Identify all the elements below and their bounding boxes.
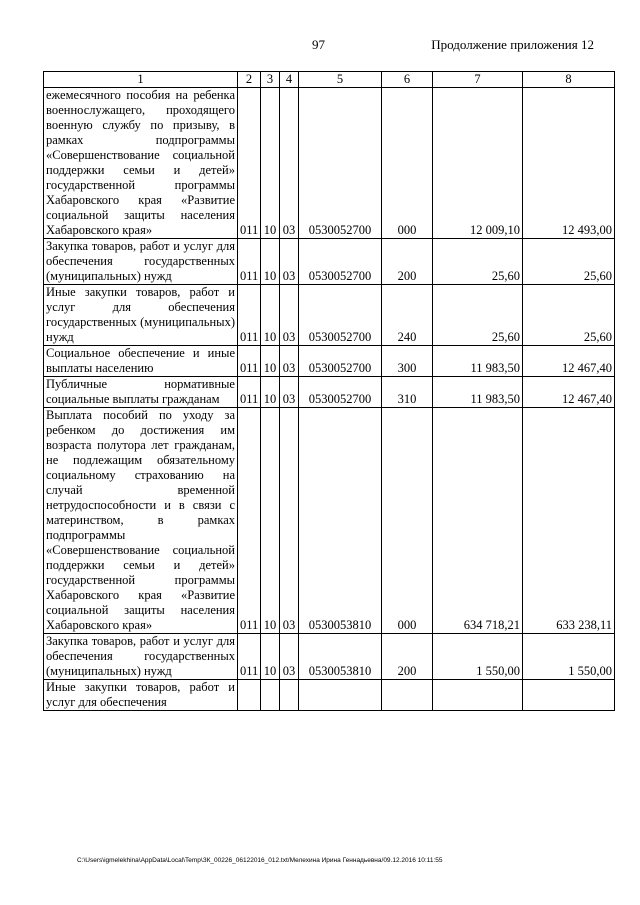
cell-target-article bbox=[299, 680, 382, 711]
cell-amount-1: 25,60 bbox=[433, 239, 523, 285]
cell-subsection: 03 bbox=[280, 377, 299, 408]
cell-section: 10 bbox=[261, 377, 280, 408]
cell-amount-2: 12 467,40 bbox=[523, 377, 615, 408]
cell-target-article: 0530052700 bbox=[299, 88, 382, 239]
cell-expense-type: 200 bbox=[382, 239, 433, 285]
cell-ministry: 011 bbox=[238, 377, 261, 408]
cell-subsection: 03 bbox=[280, 239, 299, 285]
cell-subsection bbox=[280, 680, 299, 711]
cell-ministry: 011 bbox=[238, 285, 261, 346]
column-header: 8 bbox=[523, 72, 615, 88]
column-header: 1 bbox=[44, 72, 238, 88]
cell-ministry: 011 bbox=[238, 346, 261, 377]
file-path-footer: C:\Users\igmelekhina\AppData\Local\Temp\ЗК_00226_06122016_012.txt/Мелехина Ирина Геннадьевна/09.12.2016 10:11:55 bbox=[77, 857, 443, 864]
appendix-continuation-label: Продолжение приложения 12 bbox=[431, 37, 594, 52]
cell-subsection: 03 bbox=[280, 88, 299, 239]
table-row bbox=[44, 239, 615, 285]
cell-section: 10 bbox=[261, 239, 280, 285]
column-header: 4 bbox=[280, 72, 299, 88]
cell-ministry: 011 bbox=[238, 634, 261, 680]
cell-ministry: 011 bbox=[238, 408, 261, 634]
page-header bbox=[0, 37, 640, 57]
table-row bbox=[44, 88, 615, 239]
table-row bbox=[44, 377, 615, 408]
cell-expense-type: 300 bbox=[382, 346, 433, 377]
cell-expense-type: 310 bbox=[382, 377, 433, 408]
budget-table bbox=[43, 71, 615, 711]
cell-section bbox=[261, 680, 280, 711]
cell-ministry bbox=[238, 680, 261, 711]
row-name: Закупка товаров, работ и услуг для обеспечения государственных (муниципальных) нужд bbox=[44, 634, 238, 680]
cell-expense-type: 000 bbox=[382, 408, 433, 634]
cell-amount-2: 12 467,40 bbox=[523, 346, 615, 377]
cell-amount-1: 12 009,10 bbox=[433, 88, 523, 239]
cell-amount-2: 25,60 bbox=[523, 239, 615, 285]
column-header: 6 bbox=[382, 72, 433, 88]
cell-section: 10 bbox=[261, 346, 280, 377]
table-row bbox=[44, 346, 615, 377]
cell-subsection: 03 bbox=[280, 346, 299, 377]
cell-amount-1: 634 718,21 bbox=[433, 408, 523, 634]
row-name: Закупка товаров, работ и услуг для обеспечения государственных (муниципальных) нужд bbox=[44, 239, 238, 285]
cell-section: 10 bbox=[261, 408, 280, 634]
cell-amount-1 bbox=[433, 680, 523, 711]
column-header: 2 bbox=[238, 72, 261, 88]
cell-expense-type: 200 bbox=[382, 634, 433, 680]
table-row bbox=[44, 285, 615, 346]
cell-section: 10 bbox=[261, 634, 280, 680]
cell-target-article: 0530052700 bbox=[299, 346, 382, 377]
cell-section: 10 bbox=[261, 285, 280, 346]
row-name: Выплата пособий по уходу за ребенком до достижения им возраста полутора лет гражданам, не подлежащим обязательному социальному страхованию на случай временной нетрудоспособности и в связи с материнством, в рамках подпрограммы «Совершенствование социальной поддержки семьи и детей» государственной программы Хабаровского края «Развитие социальной защиты населения Хабаровского края» bbox=[44, 408, 238, 634]
cell-amount-2: 25,60 bbox=[523, 285, 615, 346]
cell-subsection: 03 bbox=[280, 285, 299, 346]
column-header: 5 bbox=[299, 72, 382, 88]
table-row bbox=[44, 408, 615, 634]
cell-section: 10 bbox=[261, 88, 280, 239]
column-header: 7 bbox=[433, 72, 523, 88]
row-name: Социальное обеспечение и иные выплаты населению bbox=[44, 346, 238, 377]
cell-expense-type bbox=[382, 680, 433, 711]
cell-ministry: 011 bbox=[238, 88, 261, 239]
cell-amount-1: 1 550,00 bbox=[433, 634, 523, 680]
column-header: 3 bbox=[261, 72, 280, 88]
row-name: ежемесячного пособия на ребенка военнослужащего, проходящего военную службу по призыву, в рамках подпрограммы «Совершенствование социальной поддержки семьи и детей» государственной программы Хабаровского края «Развитие социальной защиты населения Хабаровского края» bbox=[44, 88, 238, 239]
cell-expense-type: 240 bbox=[382, 285, 433, 346]
cell-target-article: 0530052700 bbox=[299, 285, 382, 346]
cell-target-article: 0530053810 bbox=[299, 408, 382, 634]
cell-subsection: 03 bbox=[280, 408, 299, 634]
cell-amount-1: 11 983,50 bbox=[433, 346, 523, 377]
cell-amount-2: 633 238,11 bbox=[523, 408, 615, 634]
cell-amount-1: 25,60 bbox=[433, 285, 523, 346]
table-row bbox=[44, 680, 615, 711]
row-name: Иные закупки товаров, работ и услуг для обеспечения государственных (муниципальных) нужд bbox=[44, 285, 238, 346]
row-name: Публичные нормативные социальные выплаты гражданам bbox=[44, 377, 238, 408]
cell-subsection: 03 bbox=[280, 634, 299, 680]
table-header-row bbox=[44, 72, 615, 88]
cell-ministry: 011 bbox=[238, 239, 261, 285]
cell-amount-2 bbox=[523, 680, 615, 711]
cell-amount-2: 1 550,00 bbox=[523, 634, 615, 680]
cell-target-article: 0530052700 bbox=[299, 377, 382, 408]
table-row bbox=[44, 634, 615, 680]
page-number: 97 bbox=[312, 37, 325, 52]
row-name: Иные закупки товаров, работ и услуг для обеспечения bbox=[44, 680, 238, 711]
cell-amount-2: 12 493,00 bbox=[523, 88, 615, 239]
cell-target-article: 0530053810 bbox=[299, 634, 382, 680]
cell-amount-1: 11 983,50 bbox=[433, 377, 523, 408]
cell-expense-type: 000 bbox=[382, 88, 433, 239]
cell-target-article: 0530052700 bbox=[299, 239, 382, 285]
